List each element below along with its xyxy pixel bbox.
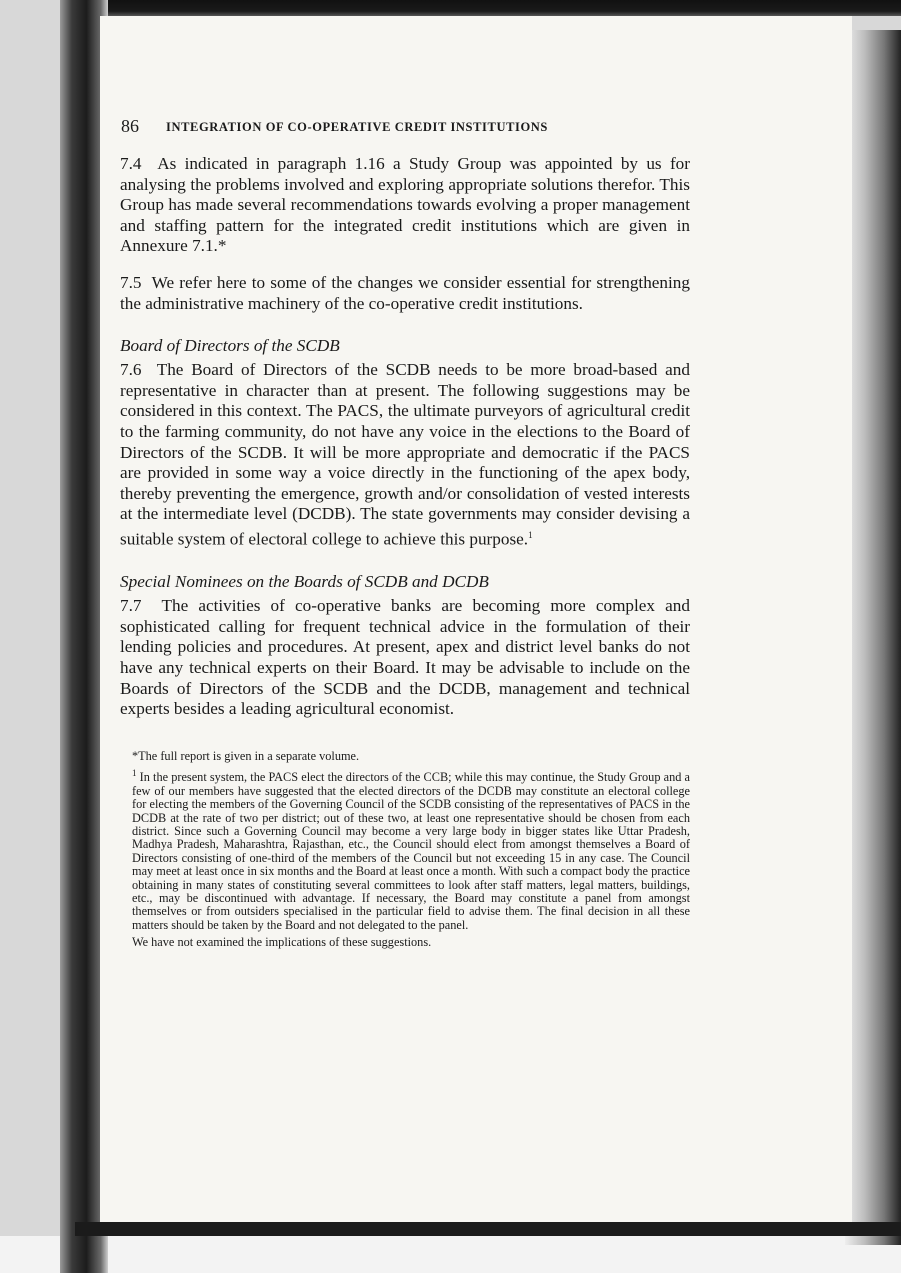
running-title: INTEGRATION OF CO-OPERATIVE CREDIT INSTITUTIONS <box>166 120 548 134</box>
section-heading-nominees: Special Nominees on the Boards of SCDB and DCDB <box>120 572 489 592</box>
paragraph-number: 7.7 <box>120 596 142 616</box>
paragraph-text: The activities of co-operative banks are becoming more complex and sophisticated calling for frequent technical advice in the formulation of their lending policies and procedures. At present, apex and district level banks do not have any technical experts on their Board. It may be advisable to include on the Boards of Directors of the SCDB and the DCDB, management and technical experts besides a leading agricultural economist. <box>120 596 690 719</box>
paragraph-number: 7.4 <box>120 154 142 173</box>
footnote-text: In the present system, the PACS elect the directors of the CCB; while this may continue, the Study Group and a few of our members have suggested that the elected directors of the DCDB may constitute an electoral college for electing the members of the Governing Council of the SCDB consisting of the representatives of PACS in the DCDB at the rate of two per district; out of these two, at least one representative should be chosen from each district. Since such a Governing Council may become a very large body in bigger states like Uttar Pradesh, Madhya Pradesh, Maharashtra, Rajasthan, etc., the Council should elect from amongst themselves a Board of Directors consisting of one-third of the members of the Council but not exceeding 15 in any case. The Council may meet at least once in six months and the Board at least once a month. With such a compact body the practice obtaining in many states of constituting several committees to look after staff matters, legal matters, buildings, etc., may be discontinued with advantage. If necessary, the Board may constitute a panel from amongst themselves or from outsiders specialised in the particular field to advise them. The final decision in all these matters should be taken by the Board and not delegated to the panel. <box>132 770 690 932</box>
footnote-star: *The full report is given in a separate volume. <box>132 748 360 763</box>
paragraph-7-6 <box>120 360 690 550</box>
paragraph-number: 7.6 <box>120 360 142 380</box>
paragraph-7-7 <box>120 596 690 720</box>
scan-background <box>0 1236 901 1273</box>
footnote-1 <box>132 767 690 932</box>
paragraph-text: We refer here to some of the changes we consider essential for strengthening the administrative machinery of the co-operative credit institutions. <box>120 272 690 313</box>
paragraph-7-4 <box>120 154 690 257</box>
page-right-edge <box>845 30 901 1245</box>
footnote-marker: 1 <box>132 768 137 779</box>
paragraph-7-5 <box>120 273 690 314</box>
section-heading-board: Board of Directors of the SCDB <box>120 336 340 356</box>
paragraph-number: 7.5 <box>120 272 142 292</box>
footnotes <box>118 750 690 950</box>
page-number: 86 <box>121 116 139 136</box>
page-header <box>116 116 690 144</box>
footnote-reference: 1 <box>528 529 533 540</box>
footnote-closing: We have not examined the implications of these suggestions. <box>132 935 432 950</box>
page-content <box>116 116 690 954</box>
paragraph-text: As indicated in paragraph 1.16 a Study Group was appointed by us for analysing the problems involved and exploring appropriate solutions therefor. This Group has made several recommendations towards evolving a proper management and staffing pattern for the integrated credit institutions which are given in Annexure 7.1.* <box>120 154 690 256</box>
scan-top-edge <box>68 0 901 16</box>
scan-bottom-edge <box>75 1222 901 1236</box>
paragraph-text: The Board of Directors of the SCDB needs to be more broad-based and representative in character than at present. The following suggestions may be considered in this context. The PACS, the ultimate purveyors of agricultural credit to the farming community, do not have any voice in the elections to the Board of Directors of the SCDB. It will be more appropriate and democratic if the PACS are provided in some way a voice directly in the functioning of the apex body, thereby preventing the emergence, growth and/or consolidation of vested interests at the intermediate level (DCDB). The state governments may consider devising a suitable system of electoral college to achieve this purpose. <box>120 360 690 549</box>
